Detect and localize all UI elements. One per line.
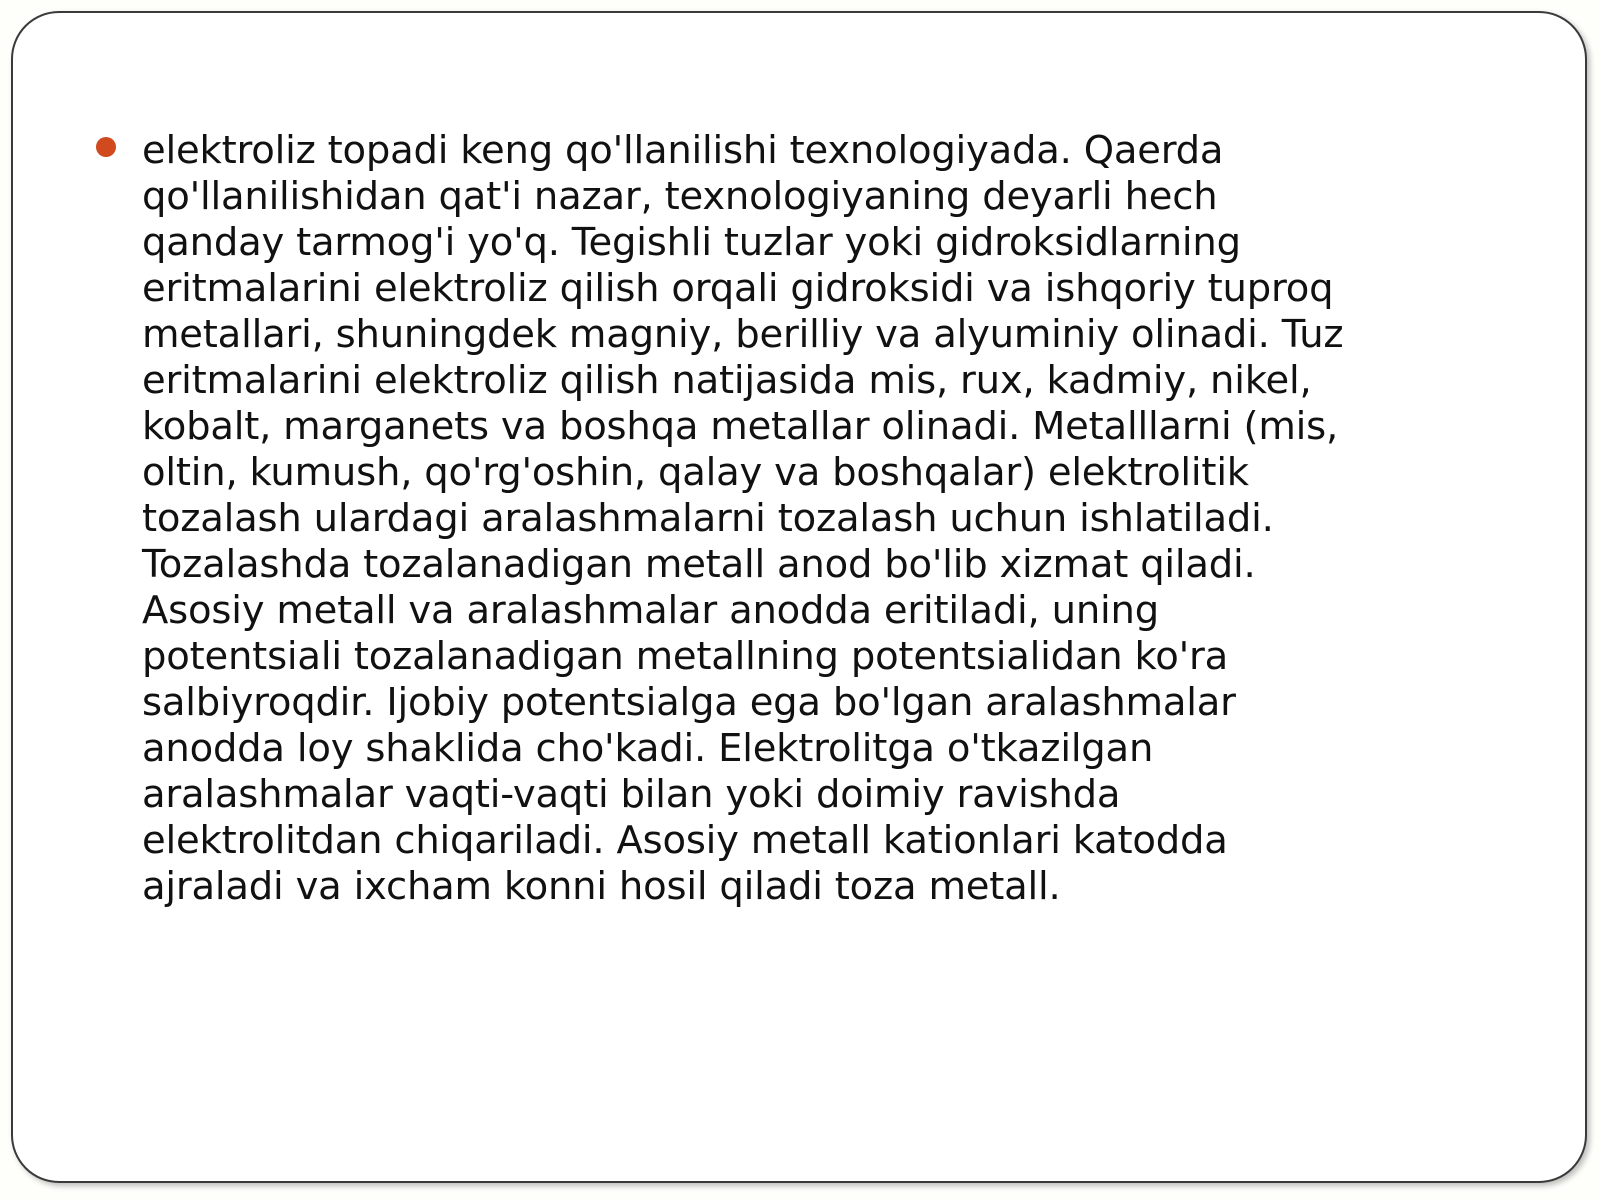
- body-text: elektroliz topadi keng qo'llanilishi texnologiyada. Qaerda qo'llanilishidan qat'i nazar, texnologiyaning deyarli hech qanday tarmog'i yo'q. Tegishli tuzlar yoki gidroksidlarning eritmalarini elektroliz qilish orqali gidroksidi va ishqoriy tuproq metallari, shuningdek magniy, berilliy va alyuminiy olinadi. Tuz eritmalarini elektroliz qilish natijasida mis, rux, kadmiy, nikel, kobalt, marganets va boshqa metallar olinadi. Metalllarni (mis, oltin, kumush, qo'rg'oshin, qalay va boshqalar) elektrolitik tozalash ulardagi aralashmalarni tozalash uchun ishlatiladi. Tozalashda tozalanadigan metall anod bo'lib xizmat qiladi. Asosiy metall va aralashmalar anodda eritiladi, uning potentsiali tozalanadigan metallning potentsialidan ko'ra salbiyroqdir. Ijobiy potentsialga ega bo'lgan aralashmalar anodda loy shaklida cho'kadi. Elektrolitga o'tkazilgan aralashmalar vaqti-vaqti bilan yoki doimiy ravishda elektrolitdan chiqariladi. Asosiy metall kationlari katodda ajraladi va ixcham konni hosil qiladi toza metall.: [142, 128, 1344, 909]
- bullet-dot-icon: [96, 137, 116, 157]
- slide-content: [96, 128, 1356, 910]
- bullet-item: [96, 128, 1356, 910]
